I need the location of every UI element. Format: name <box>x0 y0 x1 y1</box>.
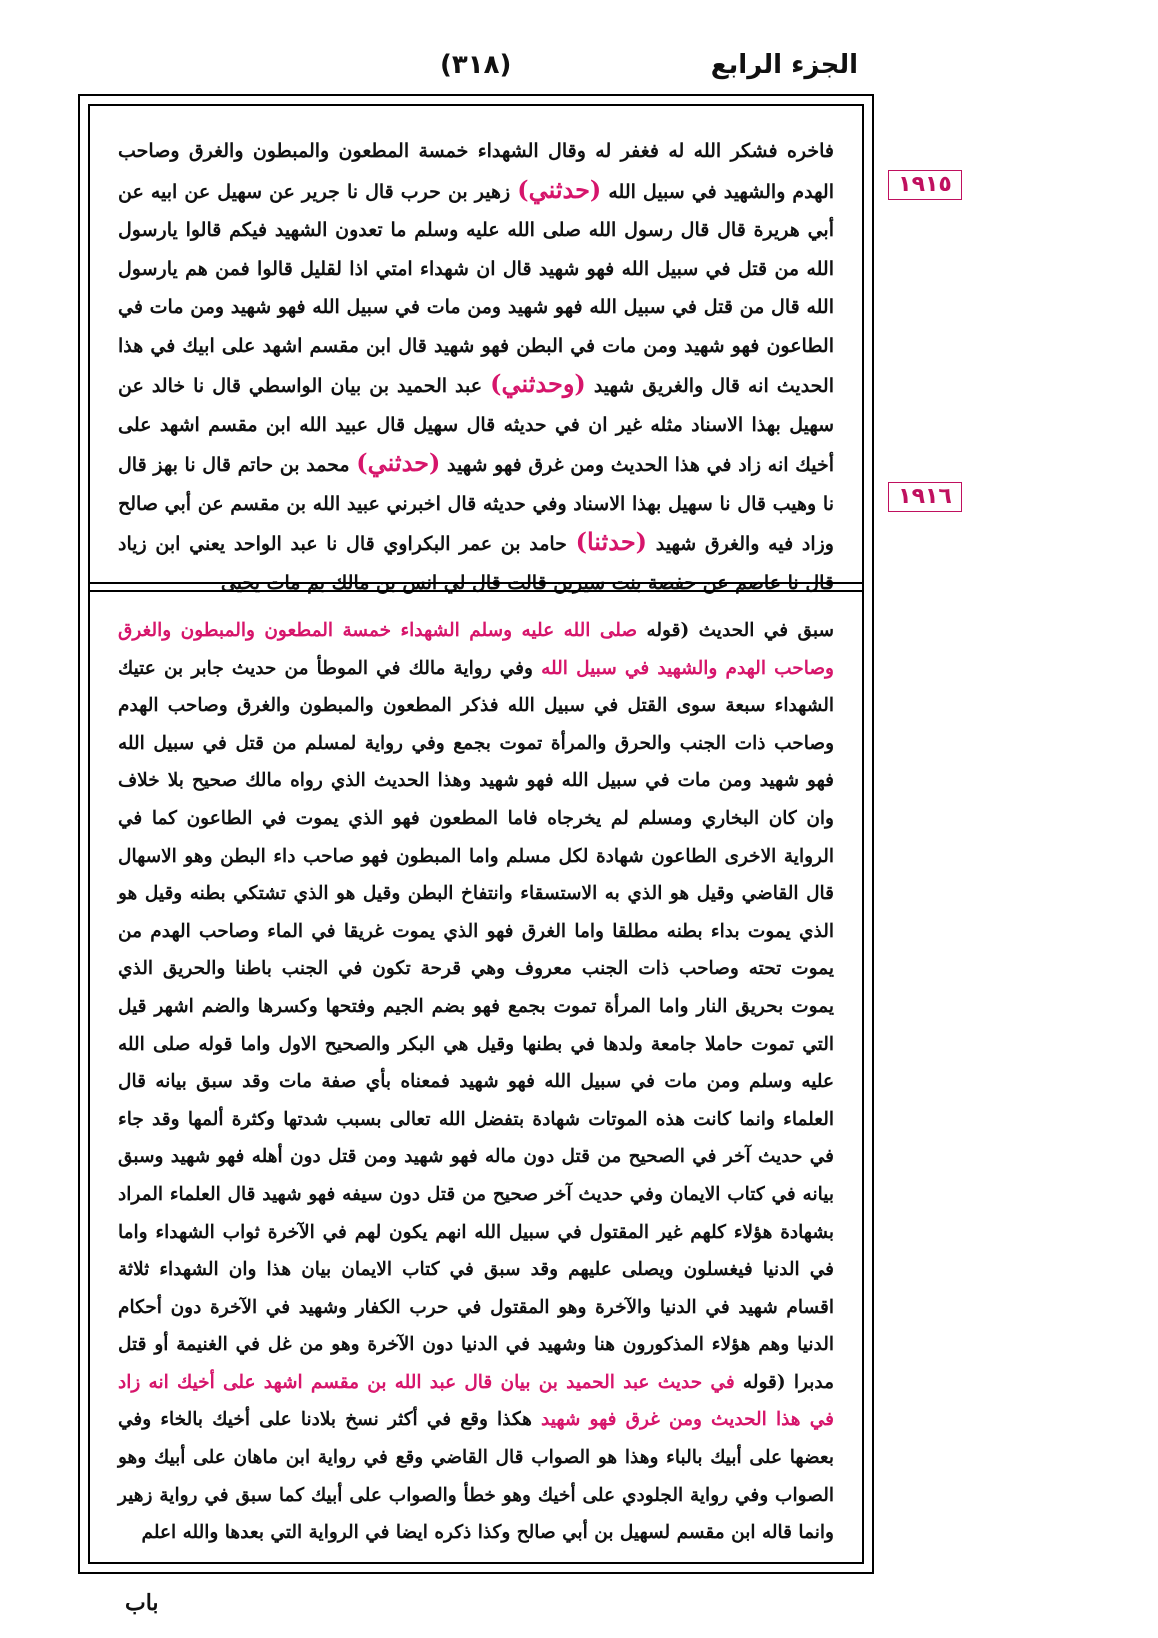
narration-keyword: (حدثني) <box>356 448 441 477</box>
matn-text-5: حامد بن عمر البكراوي قال نا عبد الواحد يعني ابن زياد قال نا عاصم عن حفصة بنت سيرين قالت قال لي انس بن مالك بم مات يحيى <box>118 533 834 594</box>
sharh-highlight-1: صلى الله عليه وسلم الشهداء خمسة المطعون والمبطون والغرق وصاحب الهدم والشهيد في سبيل الله <box>118 620 834 679</box>
inner-frame <box>88 104 864 1564</box>
sharh-text-1: سبق في الحديث (قوله <box>646 620 834 641</box>
sharh-highlight-2: في حديث عبد الحميد بن بيان قال عبد الله بن مقسم اشهد على أخيك انه زاد في هذا الحديث ومن غرق فهو شهيد <box>118 1371 834 1431</box>
hadith-number-2: ١٩١٦ <box>888 482 962 512</box>
hadith-text <box>118 132 834 594</box>
commentary-text <box>118 612 834 1542</box>
page-number: (٣١٨) <box>440 50 512 80</box>
narration-keyword: (وحدثني) <box>490 369 586 398</box>
catchword: باب <box>125 1590 159 1616</box>
page-frame <box>78 94 874 1574</box>
hadith-number-1: ١٩١٥ <box>888 170 962 200</box>
narration-keyword: (حدثنا) <box>575 527 648 556</box>
matn-text-2: زهير بن حرب قال نا جرير عن سهيل عن ابيه عن أبي هريرة قال قال رسول الله صلى الله عليه وسلم ما تعدون الشهيد فيكم قالوا يارسول الله من قتل في سبيل الله فهو شهيد قال ان شهداء امتي اذا لقليل قالوا فمن هم يارسول الله قال من قتل في سبيل الله فهو شهيد ومن مات في سبيل الله فهو شهيد ومن مات في الطاعون فهو شهيد ومن مات في البطن فهو شهيد قال ابن مقسم اشهد على ابيك في هذا الحديث انه قال والغريق شهيد <box>118 180 834 397</box>
sharh-text-3: هكذا وقع في أكثر نسخ بلادنا على أخيك بالخاء وفي بعضها على أبيك بالباء وهذا هو الصواب قال القاضي وقع في رواية ابن ماهان على أبيك وهو الصواب وفي رواية الجلودي على أخيك وهو خطأ والصواب على أبيك كما سبق في رواية زهير وانما قاله ابن مقسم لسهيل بن أبي صالح وكذا ذكره ايضا في الرواية التي بعدها والله اعلم <box>118 1409 834 1544</box>
narration-keyword: (حدثني) <box>517 174 602 204</box>
matn-text-4: محمد بن حاتم قال نا بهز قال نا وهيب قال نا سهيل بهذا الاسناد وفي حديثه قال اخبرني عبيد الله بن مقسم عن أبي صالح وزاد فيه والغرق شهيد <box>118 454 834 555</box>
matn-text-1: فاخره فشكر الله له فغفر له وقال الشهداء خمسة المطعون والمبطون والغرق وصاحب الهدم والشهيد في سبيل الله <box>118 140 834 203</box>
section-divider <box>90 582 862 592</box>
sharh-text-2: وفي رواية مالك في الموطأ من حديث جابر بن عتيك الشهداء سبعة سوى القتل في سبيل الله فذكر المطعون والمبطون والغرق وصاحب الهدم وصاحب ذات الجنب والحرق والمرأة تموت بجمع وفي رواية لمسلم من قتل في سبيل الله فهو شهيد ومن مات في سبيل الله فهو شهيد وهذا الحديث الذي رواه مالك صحيح بلا خلاف وان كان البخاري ومسلم لم يخرجاه فاما المطعون فهو الذي يموت في الطاعون كما في الرواية الاخرى الطاعون شهادة لكل مسلم واما المبطون فهو صاحب داء البطن وهو الاسهال قال القاضي وقيل هو الذي به الاستسقاء وانتفاخ البطن وقيل هو الذي تشتكي بطنه وقيل هو الذي يموت بداء بطنه مطلقا واما الغرق فهو الذي يموت غريقا في الماء وصاحب الهدم من يموت تحته وصاحب ذات الجنب معروف وهي قرحة تكون في الجنب باطنا والحريق الذي يموت بحريق النار واما المرأة تموت بجمع فهو بضم الجيم وفتحها وكسرها والضم اشهر قيل التي تموت حاملا جامعة ولدها في بطنها وقيل هي البكر والصحيح الاول واما قوله صلى الله عليه وسلم ومن مات في سبيل الله فهو شهيد فمعناه بأي صفة مات وقد سبق بيانه قال العلماء وانما كانت هذه الموتات شهادة بتفضل الله تعالى بسبب شدتها وكثرة ألمها وقد جاء في حديث آخر في الصحيح من قتل دون ماله فهو شهيد ومن قتل دون أهله فهو شهيد وسبق بيانه في كتاب الايمان وفي حديث آخر صحيح من قتل دون سيفه فهو شهيد قال العلماء المراد بشهادة هؤلاء كلهم غير المقتول في سبيل الله انهم يكون لهم في الآخرة ثواب الشهداء واما في الدنيا فيغسلون ويصلى عليهم وقد سبق في كتاب الايمان بيان هذا وان الشهداء ثلاثة اقسام شهيد في الدنيا والآخرة وهو المقتول في حرب الكفار وشهيد في الآخرة دون أحكام الدنيا وهم هؤلاء المذكورون هنا وشهيد في الدنيا دون الآخرة وهو من غل في الغنيمة أو قتل مدبرا (قوله <box>118 657 834 1393</box>
matn-text-3: عبد الحميد بن بيان الواسطي قال نا خالد عن سهيل بهذا الاسناد مثله غير ان في حديثه قال سهيل قال عبيد الله ابن مقسم اشهد على أخيك انه زاد في هذا الحديث ومن غرق فهو شهيد <box>118 375 834 476</box>
volume-heading: الجزء الرابع <box>710 50 858 80</box>
